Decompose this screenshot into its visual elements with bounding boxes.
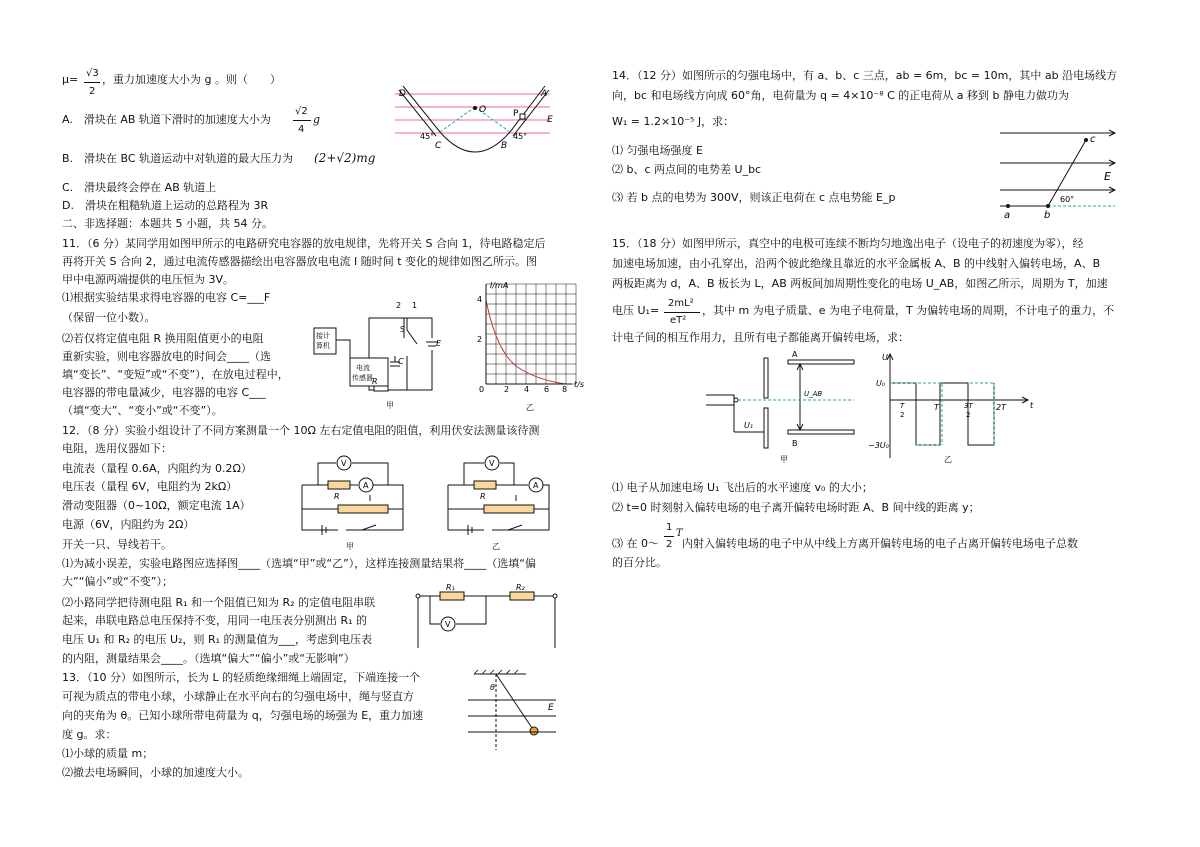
label-o: O	[479, 105, 487, 115]
label-a-14: a	[1004, 210, 1011, 221]
label-c: C	[435, 141, 442, 151]
label-b: B	[501, 141, 508, 151]
switch-s-label: S	[400, 325, 406, 334]
cap-c-label: C	[398, 357, 404, 366]
section-2-heading: 二、非选择题：本题共 5 小题，共 54 分。	[62, 217, 273, 230]
q11-line6: ⑵若仅将定值电阻 R 换用阻值更小的电阻	[62, 332, 264, 345]
q12-line12: 电压 U₁ 和 R₂ 的电压 U₂，则 R₁ 的测量值为___，考虑到电压表	[62, 633, 373, 646]
q12-line10: ⑵小路同学把待测电阻 R₁ 和一个阻值已知为 R₂ 的定值电阻串联	[62, 596, 376, 609]
q13-line1: 13．（10 分）如图所示，长为 L 的轻质绝缘细绳上端固定，下端连接一个	[62, 671, 421, 684]
wave-2t-mark: 2T	[996, 403, 1006, 412]
q11-line1: 11．（6 分）某同学用如图甲所示的电路研究电容器的放电规律，先将开关 S 合向 1，待电路稳定后	[62, 237, 546, 250]
q11-line4: ⑴根据实验结果求得电容器的电容 C=___F	[62, 291, 271, 304]
label-e: E	[547, 115, 553, 125]
caption-yi-11: 乙	[526, 403, 534, 412]
label-a: A	[541, 89, 548, 99]
computer-label-2: 算机	[316, 342, 330, 350]
option-a-frac-line	[293, 120, 311, 121]
q15-sub3b: 内射入偏转电场的电子中从中线上方离开偏转电场的电子占离开偏转电场电子总数	[682, 537, 1078, 550]
label-p: P	[513, 109, 519, 119]
wave-3t2-top: 3T	[964, 402, 973, 410]
label-45-right: 45°	[513, 132, 528, 141]
q15-line2: 加速电场加速，由小孔穿出，沿两个彼此绝缘且靠近的水平金属板 A、B 的中线射入偏转电场，A、B	[612, 257, 1101, 270]
caption-yi-12: 乙	[492, 542, 500, 551]
caption-jia-15: 甲	[780, 455, 788, 464]
resistor-r-12: R	[334, 492, 340, 501]
q14-line4: ⑴ 匀强电场强度 E	[612, 144, 703, 157]
voltmeter-v-12b: V	[445, 620, 451, 629]
switch-1-label: 1	[412, 301, 418, 310]
caption-yi-15: 乙	[944, 455, 952, 464]
label-b-14: b	[1044, 210, 1051, 221]
q11-line7: 重新实验，则电容器放电的时间会____（选	[62, 350, 271, 363]
q15-line4b: ，其中 m 为电子质量、e 为电子电荷量，T 为偏转电场的周期，不计电子的重力，不	[702, 304, 1115, 317]
option-a-frac-bottom: 4	[298, 124, 305, 135]
q15-line4a: 电压 U₁=	[612, 304, 660, 317]
graph-xlabel: t/s	[574, 380, 584, 389]
q12-line2: 电阻，选用仪器如下：	[62, 442, 172, 455]
mu-line: μ=	[62, 73, 79, 86]
wave-t-label: t	[1030, 401, 1034, 410]
q14-line1: 14．（12 分）如图所示的匀强电场中，有 a、b、c 三点，ab = 6m，bc = 10m，其中 ab 沿电场线方	[612, 69, 1118, 82]
q15-sub3-T: T	[676, 528, 683, 539]
q12-line8: ⑴为减小误差，实验电路图应选择图____（选填“甲”或“乙”），这样连接测量结果将____（选填“偏	[62, 557, 536, 570]
q15-frac-bottom: eT²	[670, 315, 687, 326]
label-60-14: 60°	[1060, 195, 1075, 204]
q12-line6: 电源（6V，内阻约为 2Ω）	[62, 518, 195, 531]
option-d: D. 滑块在粗糙轨道上运动的总路程为 3R	[62, 199, 269, 212]
q12-line13: 的内阻，测量结果会____。（选填“偏大”“偏小”或“无影响”）	[62, 652, 355, 665]
ammeter-a: A	[363, 481, 369, 490]
wave-minus3u0-label: −3U₀	[868, 441, 889, 450]
graph-xtick-6: 6	[544, 385, 550, 394]
ammeter-a-yi: A	[533, 481, 539, 490]
label-e-14: E	[1104, 170, 1111, 183]
q13-line2: 可视为质点的带电小球，小球静止在水平向右的匀强电场中，绳与竖直方	[62, 690, 414, 703]
graph-ytick-2: 2	[477, 335, 483, 344]
source-e-label: E	[436, 339, 442, 348]
voltmeter-v-yi: V	[489, 459, 495, 468]
q14-line2: 向，bc 和电场线方向成 60°角，电荷量为 q = 4×10⁻⁸ C 的正电荷从 a 移到 b 静电力做功为	[612, 89, 1070, 102]
wave-t2-bottom: 2	[900, 411, 905, 419]
q12-line3: 电流表（量程 0.6A，内阻约为 0.2Ω）	[62, 462, 252, 475]
q13-line4: 度 g。求：	[62, 728, 117, 741]
graph-ylabel: I/mA	[490, 281, 509, 290]
q15-line3: 两板距离为 d，A、B 板长为 L，AB 两板间加周期性变化的电场 U_AB，如图乙所示，周期为 T，加速	[612, 277, 1108, 290]
switch-2-label: 2	[396, 301, 402, 310]
caption-jia-11: 甲	[386, 401, 394, 410]
theta-label: θ	[490, 683, 495, 692]
q15-sub3a: ⑶ 在 0～	[612, 537, 659, 550]
q12-line4: 电压表（量程 6V，电阻约为 2kΩ）	[62, 480, 238, 493]
sensor-label-2: 传感器	[352, 374, 373, 382]
label-45-left: 45°	[420, 132, 435, 141]
q12-line11: 起来，串联电路总电压保持不变，用同一电压表分别测出 R₁ 的	[62, 614, 368, 627]
option-a: A. 滑块在 AB 轨道下滑时的加速度大小为	[62, 113, 271, 126]
graph-xtick-4: 4	[524, 385, 530, 394]
graph-xtick-8: 8	[562, 385, 568, 394]
q15-sub3-frac-top: 1	[666, 522, 673, 533]
q14-line6: ⑶ 若 b 点的电势为 300V，则该正电荷在 c 点电势能 E_p	[612, 191, 896, 204]
waveform-15-figure	[868, 350, 1038, 465]
field-14-figure	[1000, 128, 1125, 223]
option-a-frac-top: √2	[295, 106, 308, 117]
sensor-label-1: 电流	[356, 364, 370, 372]
q15-sub1: ⑴ 电子从加速电场 U₁ 飞出后的水平速度 v₀ 的大小；	[612, 481, 873, 494]
wave-u0-label: U₀	[876, 379, 886, 388]
label-r1: R₁	[446, 583, 455, 592]
q15-line5: 计电子间的相互作用力，且所有电子都能离开偏转电场，求：	[612, 331, 909, 344]
caption-jia-12: 甲	[346, 542, 354, 551]
wave-3t2-bottom: 2	[966, 411, 971, 419]
option-b: B. 滑块在 BC 轨道运动中对轨道的最大压力为	[62, 152, 294, 165]
q13-line6: ⑵撤去电场瞬间，小球的加速度大小。	[62, 766, 249, 779]
mu-frac-bottom: 2	[89, 86, 96, 97]
q11-line9: 电容器的带电量减少，电容器的电容 C___	[62, 386, 266, 399]
q12-line7: 开关一只、导线若干。	[62, 538, 172, 551]
q12-line5: 滑动变阻器（0~10Ω，额定电流 1A）	[62, 499, 251, 512]
computer-label: 接计	[316, 332, 330, 340]
field-e-label: E	[548, 703, 554, 713]
plate-a-label: A	[792, 350, 798, 359]
wave-t2-top: T	[900, 402, 905, 410]
q15-frac-top: 2mL²	[668, 298, 694, 309]
q13-line3: 向的夹角为 θ。已知小球所带电荷量为 q，匀强电场的场强为 E，重力加速	[62, 709, 424, 722]
mu-frac-line	[84, 82, 100, 83]
q12-line1: 12．（8 分）实验小组设计了不同方案测量一个 10Ω 左右定值电阻的阻值，利用伏安法测量该待测	[62, 424, 540, 437]
q11-line2: 再将开关 S 合向 2，通过电流传感器描绘出电容器放电电流 I 随时间 t 变化的规律如图乙所示。图	[62, 255, 538, 268]
q15-sub4: 的百分比。	[612, 556, 667, 569]
mu-tail: ，重力加速度大小为 g 。则（ ）	[102, 73, 281, 86]
u1-label: U₁	[744, 421, 754, 430]
option-b-tail: (2+√2)mg	[314, 151, 376, 165]
plate-b-label: B	[792, 439, 798, 448]
q14-line3: W₁ = 1.2×10⁻⁵ J，求：	[612, 115, 735, 128]
q11-line5: （保留一位小数）。	[62, 311, 156, 324]
q11-line10: （填“变大”、“变小”或“不变”）。	[62, 404, 223, 417]
q14-line5: ⑵ b、c 两点间的电势差 U_bc	[612, 163, 762, 176]
circuit-12-yi	[444, 445, 554, 555]
option-a-tail: g	[313, 113, 321, 126]
track-figure	[395, 82, 555, 162]
q13-line5: ⑴小球的质量 m；	[62, 747, 154, 760]
resistor-r-yi: R	[480, 492, 486, 501]
wave-u-label: U	[882, 353, 888, 362]
wave-t-mark: T	[934, 403, 939, 412]
label-d: D	[399, 89, 406, 99]
label-c-14: c	[1090, 134, 1096, 145]
circuit-12-jia	[298, 445, 408, 555]
capacitor-circuit-figure	[312, 298, 447, 413]
q12-line9: 大”“偏小”或“不变”）；	[62, 575, 173, 588]
series-resistor-figure	[410, 582, 560, 652]
q15-sub3-frac-bottom: 2	[666, 539, 673, 550]
graph-xtick-2: 2	[504, 385, 510, 394]
graph-ytick-4: 4	[477, 295, 483, 304]
q11-line8: 填“变长”、“变短”或“不变”），在放电过程中，	[62, 368, 289, 381]
graph-origin: 0	[479, 385, 485, 394]
q15-line1: 15．（18 分）如图甲所示，真空中的电极可连续不断均匀地逸出电子（设电子的初速度为零），经	[612, 237, 1084, 250]
uab-label: U_AB	[804, 390, 823, 398]
plates-15-figure	[704, 350, 864, 465]
voltmeter-v: V	[341, 459, 347, 468]
mu-frac-top: √3	[86, 68, 99, 79]
q11-line3: 甲中电源两端提供的电压恒为 3V。	[62, 273, 235, 286]
resistor-r-label: R	[372, 377, 378, 386]
label-r2: R₂	[516, 583, 525, 592]
pendulum-figure	[466, 670, 566, 750]
q15-sub2: ⑵ t=0 时刻射入偏转电场的电子离开偏转电场时距 A、B 间中线的距离 y；	[612, 501, 980, 514]
discharge-graph	[476, 280, 586, 415]
option-c: C. 滑块最终会停在 AB 轨道上	[62, 181, 217, 194]
